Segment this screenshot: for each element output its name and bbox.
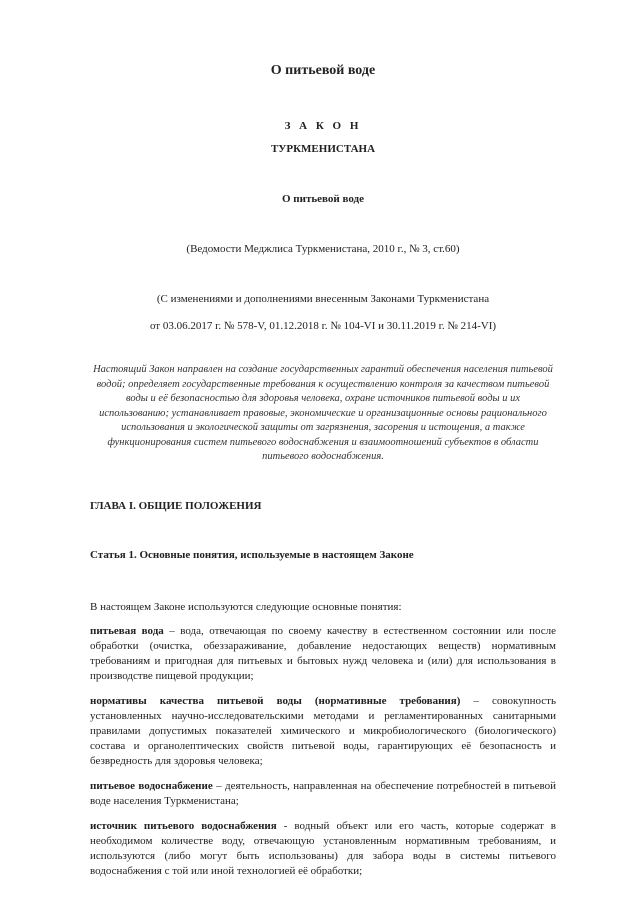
definition-term: питьевая вода	[90, 624, 164, 637]
definition	[90, 779, 556, 809]
chapter-heading: ГЛАВА I. ОБЩИЕ ПОЛОЖЕНИЯ	[90, 499, 262, 512]
source-reference: (Ведомости Меджлиса Туркменистана, 2010 г., № 3, ст.60)	[186, 243, 460, 255]
definition-text: – деятельность, направленная на обеспечение потребностей в питьевой воде населения Туркменистана;	[90, 779, 556, 807]
amendments-line-1: (С изменениями и дополнениями внесенным Законами Туркменистана	[156, 293, 490, 305]
definition-term: источник питьевого водоснабжения	[90, 819, 277, 832]
law-subtitle: О питьевой воде	[281, 193, 365, 205]
definition	[90, 624, 556, 684]
article-intro: В настоящем Законе используются следующие основные понятия:	[90, 600, 402, 613]
definition-term: нормативы качества питьевой воды (нормативные требования)	[90, 694, 461, 707]
definition	[90, 819, 556, 879]
article-heading: Статья 1. Основные понятия, используемые в настоящем Законе	[90, 548, 414, 561]
amendments-line-2: от 03.06.2017 г. № 578-V, 01.12.2018 г. № 104-VI и 30.11.2019 г. № 214-VI)	[149, 320, 497, 332]
definition-text: – вода, отвечающая по своему качеству в естественном состоянии или после обработки (очистка, обеззараживание, добавление недостающих веществ) нормативным требованиям и пригодная для питьевых и бытовых нужд человека и (или) для использования в производстве пищевой продукции;	[90, 624, 556, 682]
definition-text: – совокупность установленных научно-исследовательскими методами и регламентированных санитарными правилами допустимых показателей химического и микробиологического (биологического) состава и органолептических свойств питьевой воды, гарантирующих её безопасность и безвредность для здоровья человека;	[90, 694, 556, 767]
definition-text: - водный объект или его часть, которые содержат в необходимом количестве воду, отвечающую установленным нормативным требованиям, и используются (либо могут быть использованы) для забора воды в системы питьевого водоснабжения с той или иной технологией её обработки;	[90, 819, 556, 877]
definition-term: питьевое водоснабжение	[90, 779, 213, 792]
document-title: О питьевой воде	[270, 63, 376, 78]
definition	[90, 694, 556, 769]
law-heading: З А К О Н	[284, 120, 362, 132]
preamble: Настоящий Закон направлен на создание государственных гарантий обеспечения населения питьевой водой; определяет государственные требования к осуществлению контроля за качеством питьевой воды и её безопасностью для здоровья человека, охране источников питьевой воды и их использованию; устанавливает правовые, экономические и организационные основы рационального использования и экологической защиты от загрязнения, засорения и истощения, а также функционирования систем питьевого водоснабжения и взаимоотношений субъектов в области питьевого водоснабжения.	[93, 364, 553, 462]
country-heading: ТУРКМЕНИСТАНА	[270, 143, 376, 155]
